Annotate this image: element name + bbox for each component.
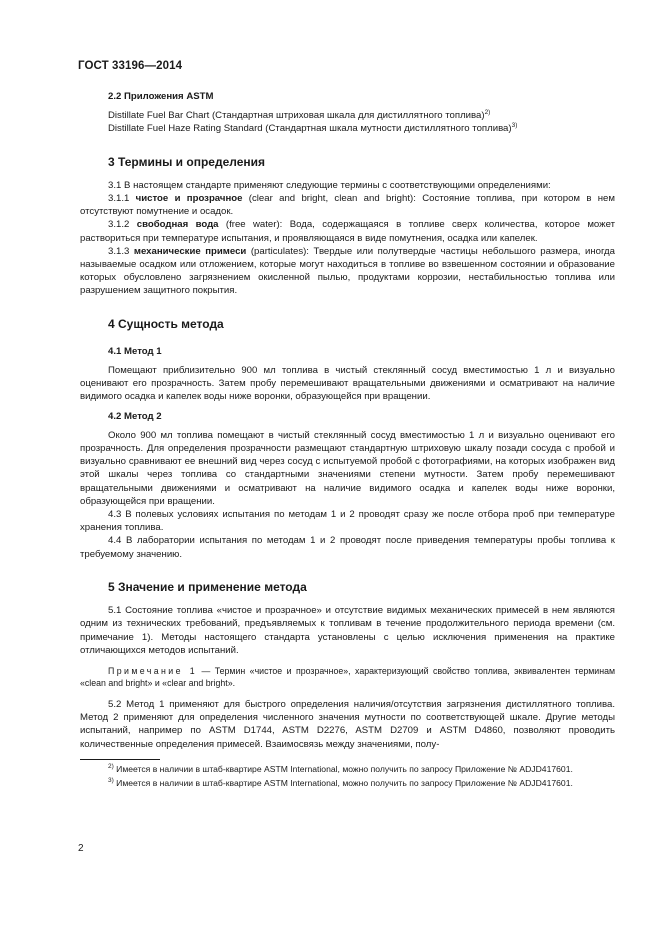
footnote-3: $^{3)}$ Имеется в наличии в штаб-квартире ASTM International, можно получить по запросу Приложение № ADJD417601. bbox=[108, 776, 573, 788]
section-5-title: 5 Значение и применение метода bbox=[108, 579, 307, 594]
appendix-line-2: Distillate Fuel Haze Rating Standard (Стандартная шкала мутности дистиллятного топлива)$^{3)}$ bbox=[108, 122, 518, 135]
paragraph-3-1: 3.1 В настоящем стандарте применяют следующие термины с соответствующими определениями: bbox=[108, 179, 551, 191]
note-1: Примечание 1 — Термин «чистое и прозрачное», характеризующий свойство топлива, эквивалентен терминам «clean and bright» и «clear and bright». bbox=[80, 665, 616, 689]
document-header: ГОСТ 33196—2014 bbox=[78, 60, 183, 72]
subsection-4-2-title: 4.2 Метод 2 bbox=[108, 410, 162, 422]
page-content bbox=[80, 90, 615, 789]
paragraph-3-1-2: 3.1.2 свободная вода (free water): Вода, содержащаяся в топливе сверх количества, которое может раствориться при температуре испытания, и проявляющаяся в виде помутнения, осадка или капелек. bbox=[80, 219, 615, 244]
paragraph-5-2: 5.2 Метод 1 применяют для быстрого определения наличия/отсутствия загрязнения дистиллятного топлива. Метод 2 применяют для определения численного значения мутности по соответствующей шкале. Другие методы испытаний, например по ASTM D1744, ASTM D2276, ASTM D2709 и ASTM D4860, позволяют проводить количественные определения примесей. Взаимосвязь между значениями, полу- bbox=[80, 698, 615, 750]
subsection-4-1-title: 4.1 Метод 1 bbox=[108, 345, 162, 357]
note-label: Примечание 1 bbox=[108, 665, 198, 676]
paragraph-3-1-3: 3.1.3 механические примеси (particulates): Твердые или полутвердые частицы небольшого размера, иногда называемые осадком или отложением, которые могут находиться в топливе во взвешенном состоянии и образование которых обусловлено загрязнением окисленной пылью, продуктами коррозии, нестабильностью топлива или разрушением защитного покрытия. bbox=[80, 245, 615, 297]
subsection-2-2-title: 2.2 Приложения ASTM bbox=[108, 91, 214, 102]
page-number: 2 bbox=[78, 843, 84, 854]
paragraph-3-1-1: 3.1.1 чистое и прозрачное (clear and bright, clean and bright): Состояние топлива, при котором в нем отсутствуют помутнение и осадок. bbox=[80, 193, 615, 218]
footnote-2: $^{2)}$ Имеется в наличии в штаб-квартире ASTM International, можно получить по запросу Приложение № ADJD417601. bbox=[108, 762, 573, 774]
method-1-text: Помещают приблизительно 900 мл топлива в чистый стеклянный сосуд вместимостью 1 л и визуально оценивают его прозрачность. Затем пробу перемешивают вращательными движениями и осматривают на наличие видимого осадка и капелек воды ниже воронки, образующейся при вращении. bbox=[80, 365, 615, 403]
footnote-divider bbox=[80, 759, 160, 760]
section-4-title: 4 Сущность метода bbox=[108, 316, 224, 331]
section-3-title: 3 Термины и определения bbox=[108, 154, 266, 169]
method-2-text: Около 900 мл топлива помещают в чистый стеклянный сосуд вместимостью 1 л и визуально оценивают его прозрачность. Для определения прозрачности размещают стандартную штриховую шкалу позади сосуда с пробой и визуально сравнивают ее внешний вид через сосуд с испытуемой пробой с фотографиями, на которых изображен вид этой шкалы через топлива со стандартными значениями степени мутности. Затем пробу перемешивают вращательными движениями и осматривают на наличие видимого осадка и капелек воды ниже воронки, образующейся при вращении. bbox=[80, 429, 615, 507]
appendix-line-1: Distillate Fuel Bar Chart (Стандартная штриховая шкала для дистиллятного топлива)$^{2)}$ bbox=[108, 109, 491, 122]
paragraph-4-3: 4.3 В полевых условиях испытания по методам 1 и 2 проводят сразу же после отбора проб при температуре хранения топлива. bbox=[80, 509, 615, 534]
paragraph-5-1: 5.1 Состояние топлива «чистое и прозрачное» и отсутствие видимых механических примесей в нем являются одним из технических требований, предъявляемых к топливам в течение продолжительного периода времени (см. примечание 1). Методы настоящего стандарта установлены с целью исключения применения на практике отличающихся методов испытаний. bbox=[80, 605, 615, 656]
paragraph-4-4: 4.4 В лаборатории испытания по методам 1 и 2 проводят после приведения температуры пробы топлива к требуемому значению. bbox=[80, 535, 615, 560]
